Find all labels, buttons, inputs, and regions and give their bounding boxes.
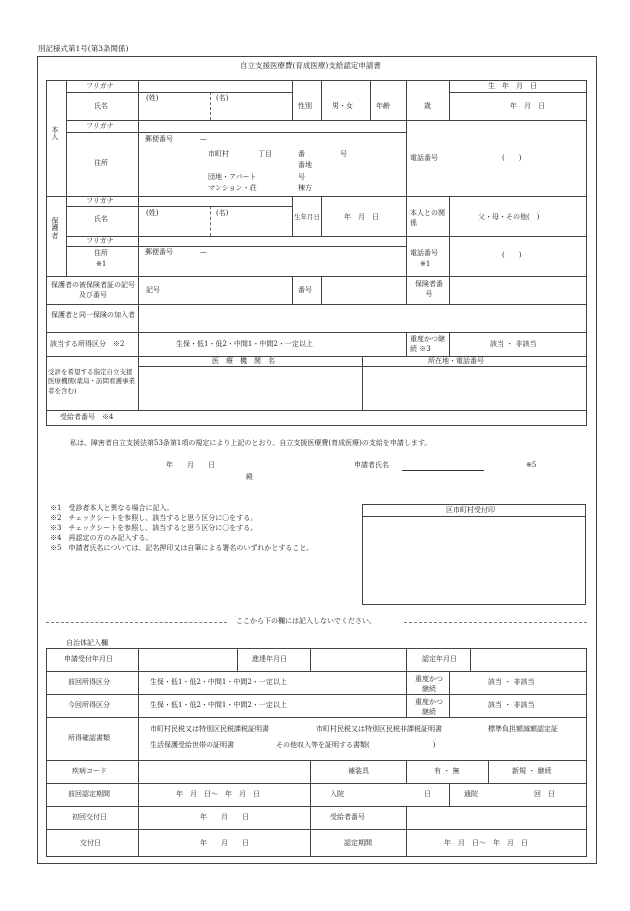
first-issue-input[interactable]: 年 月 日 bbox=[200, 813, 249, 821]
approved-date-label: 認定年月日 bbox=[422, 655, 457, 663]
prev-period-label: 前回認定期間 bbox=[68, 790, 110, 798]
doc-option-reduction[interactable]: 標準負担額減額認定証 bbox=[488, 725, 558, 733]
phone-label: 電話番号 bbox=[410, 154, 438, 162]
guardian-postal-input[interactable]: — bbox=[200, 248, 207, 256]
declaration-text: 私は、障害者自立支援法第53条第1項の規定により上記のとおり、自立支援医療費(育成医療)の支給を申請します。 bbox=[70, 439, 432, 447]
prosthesis-label: 補装具 bbox=[348, 767, 369, 775]
addr-mune: 棟方 bbox=[298, 184, 312, 192]
cutoff-line bbox=[404, 622, 587, 623]
addr-banchi: 番地 bbox=[298, 161, 312, 169]
guardian-phone-label: 電話番号 bbox=[410, 249, 438, 257]
doc-option-welfare[interactable]: 生活保護受給世帯の証明書 bbox=[150, 741, 234, 749]
prev-severe-options[interactable]: 該当 ・ 非該当 bbox=[488, 678, 535, 686]
symbol-input[interactable] bbox=[165, 283, 285, 297]
addr-ban: 番 bbox=[298, 150, 305, 158]
postal-label: 郵便番号 bbox=[145, 248, 173, 256]
given-hint: (名) bbox=[216, 209, 229, 217]
recipient-number-label: 受給者番号 ※4 bbox=[60, 413, 114, 421]
income-options[interactable]: 生保・低1・低2・中間1・中間2・一定以上 bbox=[176, 340, 313, 348]
postal-label: 郵便番号 bbox=[145, 135, 173, 143]
furigana-label: フリガナ bbox=[86, 197, 114, 205]
forwarded-date-label: 進達年月日 bbox=[252, 655, 287, 663]
recipient-number-input[interactable] bbox=[145, 412, 585, 424]
period-input[interactable]: 年 月 日〜 年 月 日 bbox=[444, 839, 528, 847]
prev-income-label: 前回所得区分 bbox=[68, 678, 110, 686]
surname-hint: (姓) bbox=[146, 209, 159, 217]
received-date-label: 申請受付年月日 bbox=[64, 655, 113, 663]
outpatient-input[interactable]: 回 日 bbox=[534, 790, 555, 798]
addr-go2: 号 bbox=[298, 173, 305, 181]
guardian-name-label: 氏名 bbox=[94, 215, 108, 223]
period-label: 認定期間 bbox=[344, 839, 372, 847]
surname-hint: (姓) bbox=[146, 94, 159, 102]
addressee: 殿 bbox=[246, 473, 253, 481]
curr-income-label: 今回所得区分 bbox=[68, 701, 110, 709]
given-hint: (名) bbox=[216, 94, 229, 102]
guardian-phone-input[interactable]: ( ) bbox=[502, 251, 522, 259]
addr-go: 号 bbox=[340, 150, 347, 158]
curr-severe-options[interactable]: 該当 ・ 非該当 bbox=[488, 701, 535, 709]
type-options[interactable]: 新規 ・ 継続 bbox=[512, 767, 552, 775]
doc-option-other[interactable]: その他収入等を証明する書類( ) bbox=[276, 741, 436, 749]
note-marker: ※1 bbox=[96, 260, 107, 268]
addr-mansion: マンション・荘 bbox=[208, 184, 257, 192]
furigana-label: フリガナ bbox=[86, 122, 114, 130]
dob-input[interactable]: 年 月 日 bbox=[510, 102, 545, 110]
relation-label: 本人との関 係 bbox=[410, 209, 452, 227]
institution-input[interactable] bbox=[145, 372, 355, 406]
municipal-section-label: 自治体記入欄 bbox=[66, 639, 108, 647]
relation-input[interactable]: 父・母・その他( ) bbox=[478, 213, 540, 221]
sex-options[interactable]: 男・女 bbox=[332, 102, 353, 110]
curr-income-options[interactable]: 生保・低1・低2・中間1・中間2・一定以上 bbox=[150, 701, 287, 709]
dob-header: 生 年 月 日 bbox=[488, 82, 537, 90]
addr-chome: 丁目 bbox=[258, 150, 272, 158]
form-id: 別記様式第1号(第3条関係) bbox=[38, 44, 129, 53]
prosthesis-options[interactable]: 有 ・ 無 bbox=[434, 767, 460, 775]
age-unit[interactable]: 歳 bbox=[424, 102, 431, 110]
issue-date-label: 交付日 bbox=[80, 839, 101, 847]
first-issue-label: 初回交付日 bbox=[72, 813, 107, 821]
prev-income-options[interactable]: 生保・低1・低2・中間1・中間2・一定以上 bbox=[150, 678, 287, 686]
note-5: ※5 申請者氏名については、記名押印又は自筆による署名のいずれかとすること。 bbox=[50, 544, 314, 552]
guardian-dob-input[interactable]: 年 月 日 bbox=[344, 213, 379, 221]
income-label: 該当する所得区分 ※2 bbox=[50, 340, 125, 348]
prev-severe-label: 重度かつ継続 bbox=[415, 675, 443, 694]
doc-option-tax[interactable]: 市町村民税又は特別区民税課税証明書 bbox=[150, 725, 269, 733]
age-label: 年齢 bbox=[376, 102, 390, 110]
address-label: 住所 bbox=[94, 159, 108, 167]
institution-address-input[interactable] bbox=[368, 372, 583, 406]
note-3: ※3 チェックシートを参照し、該当すると思う区分に〇をする。 bbox=[50, 524, 258, 532]
note-4: ※4 再認定の方のみ記入する。 bbox=[50, 534, 153, 542]
guardian-section-label: 保護者 bbox=[51, 217, 59, 240]
furigana-label: フリガナ bbox=[86, 237, 114, 245]
addr-danchi: 団地・アパート bbox=[208, 173, 257, 181]
symbol-label: 記号 bbox=[146, 286, 160, 294]
phone-input[interactable]: ( ) bbox=[502, 154, 522, 162]
inpatient-input[interactable]: 日 bbox=[424, 790, 431, 798]
furigana-label: フリガナ bbox=[86, 82, 114, 90]
guardian-name-input[interactable] bbox=[145, 219, 290, 233]
patient-furigana-input[interactable] bbox=[145, 83, 290, 92]
institution-header: 医 療 機 関 名 bbox=[212, 357, 275, 365]
disease-code-label: 疾病コード bbox=[72, 767, 107, 775]
insurance-label: 保護者の被保険者証の記号及び番号 bbox=[51, 281, 135, 299]
cutoff-text: ここから下の欄には記入しないでください。 bbox=[236, 617, 376, 625]
cutoff-line bbox=[46, 622, 227, 623]
doc-label: 所得確認書類 bbox=[68, 734, 110, 742]
declaration-date[interactable]: 年 月 日 bbox=[166, 461, 215, 469]
note-2: ※2 チェックシートを参照し、該当すると思う区分に〇をする。 bbox=[50, 514, 258, 522]
doc-option-nontax[interactable]: 市町村民税又は特別区民税非課税証明書 bbox=[316, 725, 442, 733]
curr-severe-label: 重度かつ継続 bbox=[415, 698, 443, 717]
addr-city: 市町村 bbox=[208, 150, 229, 158]
severe-label: 重度かつ継続 ※3 bbox=[410, 335, 445, 353]
guardian-dob-label: 生年月日 bbox=[294, 213, 320, 221]
sex-label: 性別 bbox=[298, 102, 312, 110]
prev-period-input[interactable]: 年 月 日〜 年 月 日 bbox=[176, 790, 260, 798]
form-title: 自立支援医療費(育成医療)支給認定申請書 bbox=[240, 61, 381, 70]
patient-name-input[interactable] bbox=[145, 104, 290, 118]
note-marker: ※1 bbox=[420, 260, 431, 268]
outpatient-label: 通院 bbox=[464, 790, 478, 798]
insurer-label: 保険者番号 bbox=[415, 280, 443, 298]
note-1: ※1 受診者本人と異なる場合に記入。 bbox=[50, 504, 174, 512]
medical-label: 受診を希望する指定自立支援医療機関(薬局・訪問看護事業者を含む) bbox=[48, 368, 136, 395]
recipient-no-label: 受給者番号 bbox=[330, 813, 365, 821]
name-label: 氏名 bbox=[94, 102, 108, 110]
applicant-label: 申請者氏名 bbox=[354, 461, 389, 469]
issue-date-input[interactable]: 年 月 日 bbox=[200, 839, 249, 847]
applicant-signature-line[interactable] bbox=[402, 470, 484, 471]
number-label: 番号 bbox=[298, 286, 312, 294]
note-marker: ※5 bbox=[526, 461, 537, 469]
same-insurance-input[interactable] bbox=[145, 310, 585, 328]
postal-input[interactable]: — bbox=[200, 135, 207, 143]
severe-options[interactable]: 該当 ・ 非該当 bbox=[490, 340, 537, 348]
receipt-stamp-label: 区市町村受付印 bbox=[446, 506, 495, 514]
institution-address-header: 所在地・電話番号 bbox=[428, 357, 484, 365]
patient-section-label: 本人 bbox=[51, 126, 59, 142]
inpatient-label: 入院 bbox=[330, 790, 344, 798]
guardian-address-label: 住所 bbox=[94, 249, 108, 257]
same-insurance-label: 保護者と同一保険の加入者 bbox=[51, 311, 135, 319]
receipt-stamp-box[interactable] bbox=[362, 504, 586, 605]
